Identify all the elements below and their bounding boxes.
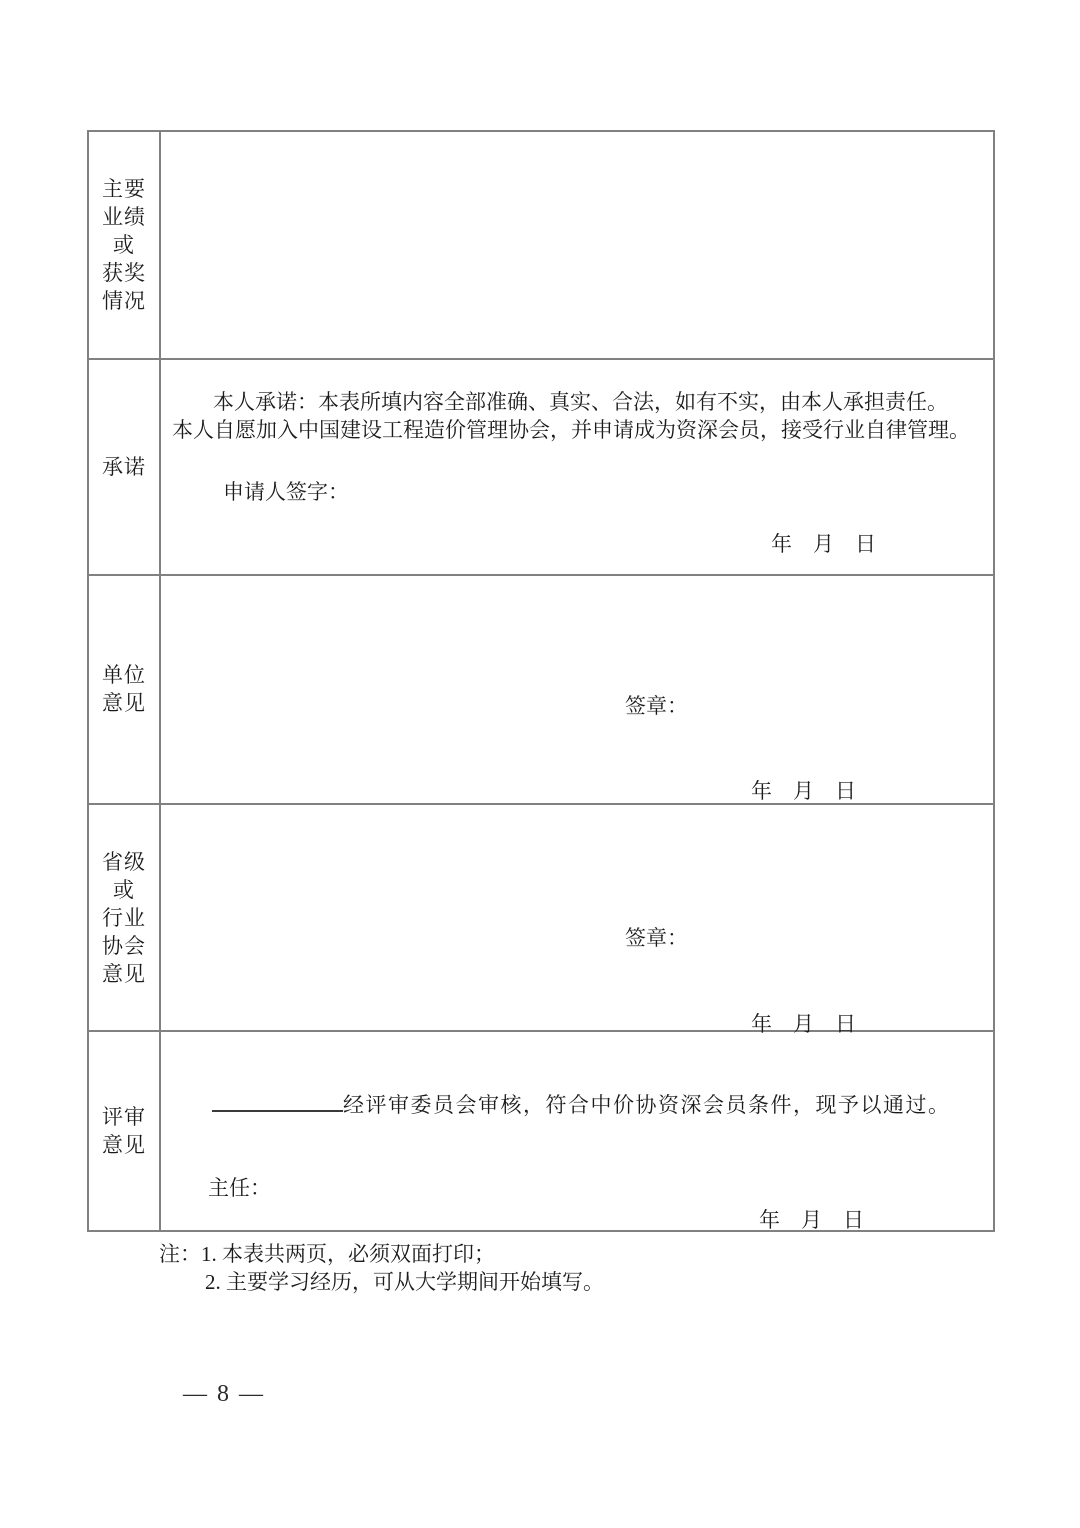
label-text: 承诺	[102, 454, 146, 479]
membership-application-form-table	[87, 130, 995, 1232]
label-text: 获奖	[102, 260, 146, 285]
employer-opinion-content-area	[161, 576, 993, 803]
blank-underline	[212, 1092, 343, 1112]
table-row-employer-opinion	[89, 576, 993, 805]
label-text: 协会	[102, 933, 146, 958]
label-text: 省级	[102, 849, 146, 874]
row-label-employer-opinion	[89, 576, 161, 803]
label-text: 意见	[102, 1133, 146, 1158]
row-label-achievements	[89, 132, 161, 358]
label-text: 意见	[102, 691, 146, 716]
page-number: — 8 —	[183, 1381, 265, 1407]
label-text: 单位	[102, 663, 146, 688]
label-text: 主要	[102, 176, 146, 201]
commitment-statement	[172, 388, 970, 444]
label-text: 行业	[102, 905, 146, 930]
note-line-1: 注：1. 本表共两页，必须双面打印；	[159, 1242, 495, 1266]
row-label-review-opinion	[89, 1032, 161, 1230]
label-text: 业绩	[102, 204, 146, 229]
date-placeholder: 年 月 日	[771, 531, 876, 556]
association-opinion-content-area	[161, 805, 993, 1036]
note-line-2: 2. 主要学习经历，可从大学期间开始填写。	[205, 1270, 604, 1294]
label-text: 或	[113, 877, 135, 902]
table-row-review-opinion	[89, 1032, 993, 1233]
seal-label: 签章：	[625, 925, 688, 950]
seal-label: 签章：	[625, 694, 688, 719]
date-placeholder: 年 月 日	[751, 779, 856, 804]
review-conclusion-text: 经评审委员会审核，符合中价协资深会员条件，现予以通过。	[343, 1093, 951, 1118]
label-text: 情况	[102, 288, 146, 313]
achievements-fill-area	[161, 132, 993, 358]
commitment-statement-line2: 本人自愿加入中国建设工程造价管理协会，并申请成为资深会员，接受行业自律管理。	[172, 417, 970, 442]
table-row-association-opinion	[89, 805, 993, 1036]
label-text: 意见	[102, 961, 146, 986]
review-conclusion-line	[212, 1089, 951, 1119]
row-label-commitment	[89, 360, 161, 575]
form-notes	[159, 1240, 604, 1296]
date-placeholder: 年 月 日	[751, 1011, 856, 1036]
row-label-association-opinion	[89, 805, 161, 1031]
date-placeholder: 年 月 日	[759, 1208, 864, 1233]
review-opinion-content-area	[161, 1032, 993, 1233]
table-row-achievements	[89, 132, 993, 360]
label-text: 评审	[102, 1105, 146, 1130]
applicant-signature-label: 申请人签字：	[223, 479, 349, 504]
commitment-content-area	[161, 360, 993, 575]
commitment-statement-line1: 本人承诺：本表所填内容全部准确、真实、合法，如有不实，由本人承担责任。	[213, 389, 948, 414]
director-label: 主任：	[208, 1176, 271, 1201]
table-row-commitment	[89, 360, 993, 577]
label-text: 或	[113, 232, 135, 257]
